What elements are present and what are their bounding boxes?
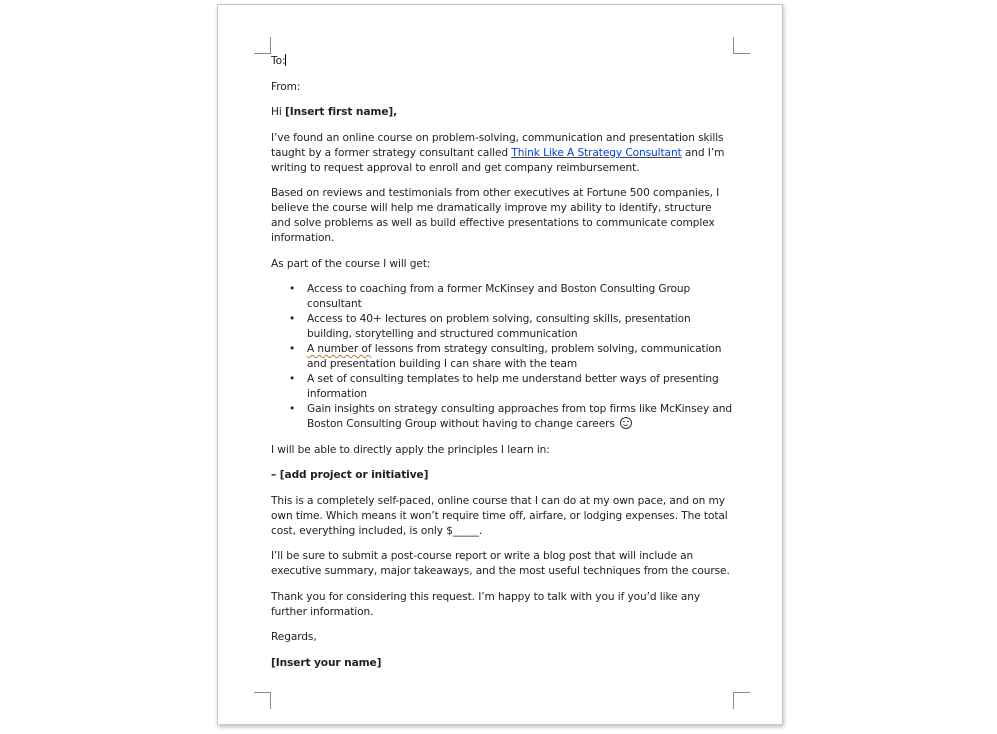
closing: Regards,: [271, 631, 317, 643]
paragraph-course-benefits-intro: As part of the course I will get:: [271, 257, 431, 270]
greeting: [271, 105, 733, 120]
paragraph-reviews: Based on reviews and testimonials from other executives at Fortune 500 companies, I believe the course will help me dramatically improve my ability to identify, structure and solve problems as well as build effective presentations to communicate complex information.: [271, 187, 720, 244]
paragraph-intro: [271, 131, 733, 176]
intro-text-2: and I’m writing to request approval to enroll and get company reimbursement.: [271, 146, 725, 174]
document-page[interactable]: [217, 4, 783, 725]
paragraph-report: I’ll be sure to submit a post-course report or write a blog post that will include an executive summary, major takeaways, and the most useful techniques from the course.: [271, 550, 730, 577]
paragraph-thanks: Thank you for considering this request. I’m happy to talk with you if you’d like any further information.: [271, 590, 701, 618]
to-label: To:: [271, 55, 286, 67]
benefits-list: [271, 282, 733, 432]
signature-placeholder: [Insert your name]: [271, 656, 382, 669]
from-line[interactable]: [271, 80, 733, 95]
document-body[interactable]: [271, 54, 733, 681]
list-item-text: Access to coaching from a former McKinsey and Boston Consulting Group consultant: [307, 283, 691, 310]
list-item-text: lessons from strategy consulting, problem solving, communication and presentation building I can share with the team: [307, 343, 722, 370]
spellcheck-flagged-text[interactable]: A number of: [307, 343, 372, 355]
bullet-dot: •: [289, 283, 296, 295]
project-placeholder: – [add project or initiative]: [271, 469, 429, 481]
margin-corner-top-right: [733, 37, 750, 54]
to-line[interactable]: [271, 54, 733, 69]
intro-text-1: I’ve found an online course on problem-solving, communication and presentation skills taught by a former strategy consultant called: [271, 131, 724, 159]
bullet-dot: •: [289, 373, 296, 385]
list-item: [289, 342, 733, 372]
list-item-text: Gain insights on strategy consulting approaches from top firms like McKinsey and Boston Consulting Group without having to change careers: [307, 403, 733, 430]
list-item: [289, 312, 733, 342]
list-item: [289, 402, 733, 432]
bullet-dot: •: [289, 403, 296, 415]
from-label: From:: [271, 80, 301, 93]
margin-corner-bottom-right: [733, 692, 750, 709]
text-cursor: [285, 54, 286, 66]
greeting-prefix: Hi: [271, 106, 285, 118]
paragraph-cost: This is a completely self-paced, online course that I can do at my own pace, and on my own time. Which means it won’t require time off, airfare, or lodging expenses. The total cost, everything included, is only $_____.: [271, 494, 728, 537]
margin-corner-top-left: [254, 37, 271, 54]
list-item-text: Access to 40+ lectures on problem solving, consulting skills, presentation building, storytelling and structured communication: [307, 313, 691, 340]
list-item-text: A set of consulting templates to help me understand better ways of presenting information: [307, 373, 719, 400]
greeting-name-placeholder: [Insert first name],: [284, 106, 398, 118]
course-link[interactable]: Think Like A Strategy Consultant: [511, 146, 682, 159]
bullet-dot: •: [289, 313, 296, 325]
list-item: [289, 372, 733, 402]
bullet-dot: •: [289, 343, 296, 355]
paragraph-apply: I will be able to directly apply the principles I learn in:: [271, 443, 550, 456]
smiley-face-icon: [620, 417, 632, 429]
margin-corner-bottom-left: [254, 692, 271, 709]
list-item: [289, 282, 733, 312]
